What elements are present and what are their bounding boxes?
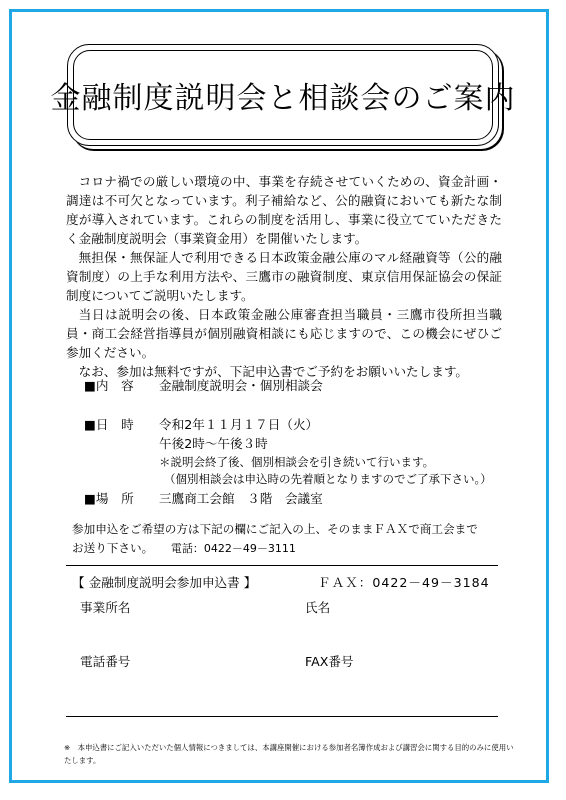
time-value: 午後2時～午後３時 <box>159 436 268 451</box>
paragraph-1: コロナ禍での厳しい環境の中、事業を存続させていくための、資金計画・調達は不可欠となっています。利子補給など、公的融資においても新たな制度が導入されています。これらの制度を活用し、事業に役立てていただきたく金融制度説明会（事業資金用）を開催いたします。 <box>66 174 502 246</box>
note-2: （個別相談会は申込時の先着順となりますのでご了承下さい。） <box>164 472 492 486</box>
privacy-footnote: ※ 本申込書にご記入いただいた個人情報につきましては、本講座開催における参加者名簿作成および講習会に関する目的のみに使用いたします。 <box>64 743 514 765</box>
page-title: 金融制度説明会と相談会のご案内 <box>50 81 516 116</box>
date-value: 令和2年１１月１７日（火） <box>159 417 319 432</box>
phone-number: 電話：0422－49－3111 <box>170 542 296 555</box>
date-label: ■日 時 <box>84 417 134 432</box>
apply-line-2: お送り下さい。 <box>72 541 154 555</box>
form-bottom-rule <box>66 716 498 717</box>
paragraph-3: 当日は説明会の後、日本政策金融公庫審査担当職員・三鷹市役所担当職員・商工会経営指導員が個別融資相談にも応じますので、この機会にぜひご参加ください。 <box>66 307 502 360</box>
application-instructions <box>72 520 512 558</box>
name-field[interactable]: 氏名 <box>305 600 331 615</box>
place-value: 三鷹商工会館 ３階 会議室 <box>159 491 323 506</box>
fax-field[interactable]: FAX番号 <box>305 654 354 669</box>
note-1: ＊説明会終了後、個別相談会を引き続いて行います。 <box>159 455 435 469</box>
paragraph-2: 無担保・無保証人で利用できる日本政策金融公庫のマル経融資等（公的融資制度）の上手な利用方法や、三鷹市の融資制度、東京信用保証協会の保証制度についてご説明いたします。 <box>66 250 502 303</box>
paragraph-4: なお、参加は無料ですが、下記申込書でご予約をお願いいたします。 <box>78 364 468 379</box>
form-top-rule <box>66 565 498 566</box>
form-fax-number: ＦＡＸ：0422－49－3184 <box>318 575 490 590</box>
phone-field[interactable]: 電話番号 <box>80 654 131 669</box>
content-label: ■内 容 <box>84 378 134 393</box>
intro-text <box>66 172 502 381</box>
apply-line-2-wrap <box>72 539 512 558</box>
title-inner-frame <box>50 50 516 140</box>
form-title: 【 金融制度説明会参加申込書 】 <box>72 575 257 590</box>
apply-line-1: 参加申込をご希望の方は下記の欄にご記入の上、そのままＦＡＸで商工会まで <box>72 522 478 536</box>
title-frame <box>50 44 516 146</box>
place-label: ■場 所 <box>84 491 134 506</box>
business-name-field[interactable]: 事業所名 <box>80 600 131 615</box>
content-value: 金融制度説明会・個別相談会 <box>159 378 323 393</box>
